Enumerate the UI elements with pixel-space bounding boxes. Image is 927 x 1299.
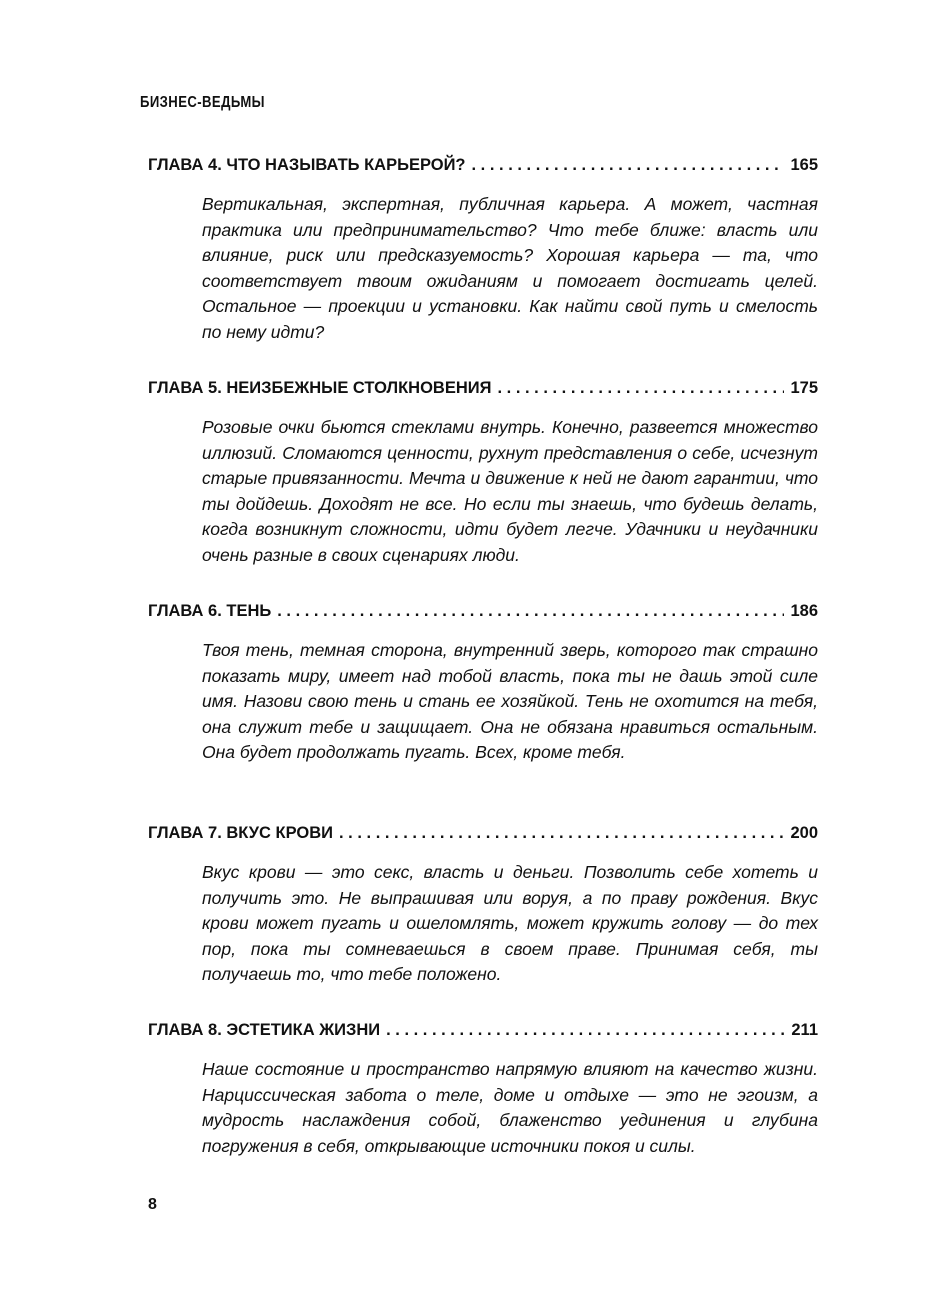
chapter-title: ГЛАВА 4. ЧТО НАЗЫВАТЬ КАРЬЕРОЙ? xyxy=(148,156,466,174)
chapter-description: Вкус крови — это секс, власть и деньги. Позволить себе хотеть и получить это. Не выпрашивая или воруя, а по праву рождения. Вкус крови может пугать и ошеломлять, может кружить голову — до тех пор, пока ты сомневаешься в своем праве. Принимая себя, ты получаешь то, что тебе положено. xyxy=(202,862,818,985)
chapter-description: Вертикальная, экспертная, публичная карьера. А может, частная практика или предпринимательство? Что тебе ближе: власть или влияние, риск или предсказуемость? Хорошая карьера — та, что соответствует твоим ожиданиям и помогает достигать целей. Остальное — проекции и установки. Как найти свой путь и смелость по нему идти? xyxy=(202,194,818,342)
toc-entry-chapter-4[interactable] xyxy=(148,154,818,346)
chapter-description: Твоя тень, темная сторона, внутренний зверь, которого так страшно показать миру, имеет над тобой власть, пока ты не дашь этой силе имя. Назови свою тень и стань ее хозяйкой. Тень не охотится на тебя, она служит тебе и защищает. Она не обязана нравиться остальным. Она будет продолжать пугать. Всех, кроме тебя. xyxy=(202,640,818,763)
toc-entry-chapter-8[interactable] xyxy=(148,1019,818,1159)
dot-leader xyxy=(339,822,784,844)
chapter-title: ГЛАВА 7. ВКУС КРОВИ xyxy=(148,824,334,842)
chapter-title: ГЛАВА 5. НЕИЗБЕЖНЫЕ СТОЛКНОВЕНИЯ xyxy=(148,379,492,397)
toc-entry-heading[interactable] xyxy=(148,600,818,622)
toc-entry-chapter-6[interactable] xyxy=(148,600,818,766)
page-number: 211 xyxy=(791,1021,818,1039)
toc-entry-heading[interactable] xyxy=(148,822,818,844)
page-number: 165 xyxy=(790,156,818,174)
chapter-description: Розовые очки бьются стеклами внутрь. Конечно, развеется множество иллюзий. Сломаются ценности, рухнут представления о себе, исчезнут старые привязанности. Мечта и движение к ней не дают гарантии, что ты дойдешь. Доходят не все. Но если ты знаешь, что будешь делать, когда возникнут сложности, идти будет легче. Удачники и неудачники очень разные в своих сценариях люди. xyxy=(202,417,818,565)
page-number: 200 xyxy=(790,824,818,842)
page-number: 175 xyxy=(790,379,818,397)
dot-leader xyxy=(386,1019,785,1041)
dot-leader xyxy=(277,600,784,622)
page-number-footer: 8 xyxy=(148,1196,157,1213)
dot-leader xyxy=(472,154,785,176)
chapter-description: Наше состояние и пространство напрямую влияют на качество жизни. Нарциссическая забота о теле, доме и отдыхе — это не эгоизм, а мудрость наслаждения собой, блаженство уединения и глубина погружения в себя, открывающие источники покоя и силы. xyxy=(202,1059,818,1156)
toc-entry-chapter-5[interactable] xyxy=(148,377,818,569)
toc-entry-chapter-7[interactable] xyxy=(148,822,818,988)
toc-entry-heading[interactable] xyxy=(148,154,818,176)
toc-entry-heading[interactable] xyxy=(148,377,818,399)
running-head: БИЗНЕС-ВЕДЬМЫ xyxy=(140,94,265,111)
dot-leader xyxy=(497,377,784,399)
chapter-title: ГЛАВА 6. ТЕНЬ xyxy=(148,602,272,620)
chapter-title: ГЛАВА 8. ЭСТЕТИКА ЖИЗНИ xyxy=(148,1021,381,1039)
toc-entry-heading[interactable] xyxy=(148,1019,818,1041)
page-number: 186 xyxy=(790,602,818,620)
